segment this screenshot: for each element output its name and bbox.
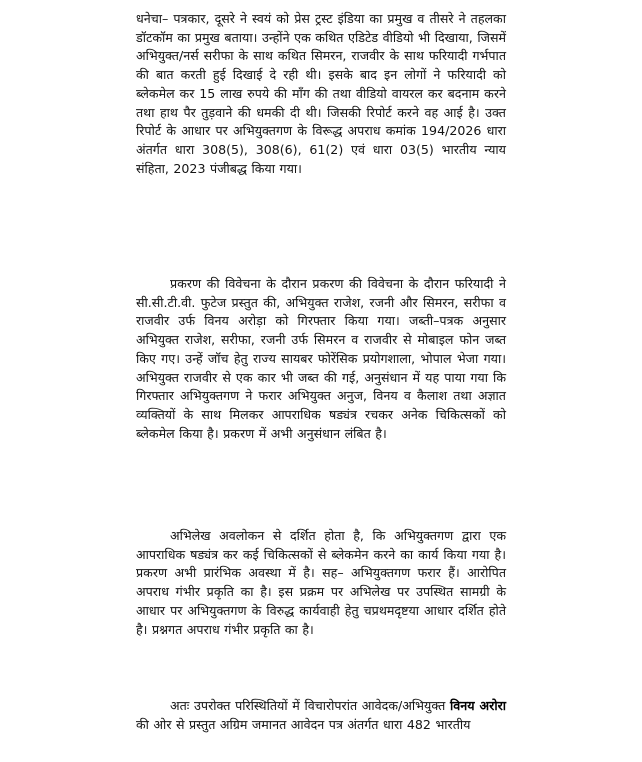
- paragraph-1: धनेचा– पत्रकार, दूसरे ने स्वयं को प्रेस ट्रस्ट इंडिया का प्रमुख व तीसरे ने तहलका डॉटकॉम का प्रमुख बताया। उन्होंने एक कथित एडिटेड वीडियो भी दिखाया, जिसमें अभियुक्त/नर्स सरीफा के साथ कथित सिमरन, राजवीर के साथ फरियादी गर्भपात की बात करती हुई दिखाई दे रही थी। इसके बाद इन लोगों ने फरियादी को ब्लेकमेल कर 15 लाख रुपये की माँग की तथा वीडियो वायरल कर बदनाम करने तथा हाथ पैर तुड़वाने की धमकी दी थी। जिसकी रिपोर्ट करने वह आई है। उक्त रिपोर्ट के आधार पर अभियुक्तगण के विरूद्ध अपराध कमांक 194/2026 धारा अंतर्गत धारा 308(5), 308(6), 61(2) एवं धारा 03(5) भारतीय न्याय संहिता, 2023 पंजीबद्ध किया गया।: [136, 11, 506, 176]
- paragraph-4: [136, 697, 506, 734]
- paragraph-3: अभिलेख अवलोकन से दर्शित होता है, कि अभियुक्तगण द्वारा एक आपराधिक षड्यंत्र कर कई चिकित्सकों से ब्लेकमेन करने का कार्य किया गया है। प्रकरण अभी प्रारंभिक अवस्था में है। सह– अभियुक्तगण फरार हैं। आरोपित अपराध गंभीर प्रकृति का है। इस प्रक्रम पर अभिलेख पर उपस्थित सामग्री के आधार पर अभियुक्तगण के विरुद्ध कार्यवाही हेतु चप्रथमदृष्टया आधार दर्शित होते है। प्रश्नगत अपराध गंभीर प्रकृति का है।: [136, 528, 506, 637]
- paragraph-4-text-after: की ओर से प्रस्तुत अग्रिम जमानत आवेदन पत्र अंतर्गत धारा 482 भारतीय: [136, 716, 471, 732]
- accused-name: विनय अरोरा: [449, 698, 506, 713]
- paragraph-2: प्रकरण की विवेचना के दौरान प्रकरण की विवेचना के दौरान फरियादी ने सी.सी.टी.वी. फुटेज प्रस्तुत की, अभियुक्त राजेश, रजनी और सिमरन, सरीफा व राजवीर उर्फ विनय अरोड़ा को गिरफ्तार किया गया। जब्ती–पत्रक अनुसार अभियुक्त राजेश, सरीफा, रजनी उर्फ सिमरन व राजवीर से मोबाइल फोन जब्त किए गए। उन्हें जॉच हेतु राज्य सायबर फोरेंसिक प्रयोगशाला, भोपाल भेजा गया। अभियुक्त राजवीर से एक कार भी जब्त की गई, अनुसंधान में यह पाया गया कि गिरफ्तार अभियुक्तगण ने फरार अभियुक्त अनुज, विनय व कैलाश तथा अज्ञात व्यक्तियों के साथ मिलकर आपराधिक षड्यंत्र रचकर अनेक चिकित्सकों को ब्लेकमेल किया है। प्रकरण में अभी अनुसंधान लंबित है।: [136, 276, 506, 441]
- paragraph-4-text-before: अतः उपरोक्त परिस्थितियों में विचारोपरांत आवेदक/अभियुक्त: [170, 698, 446, 713]
